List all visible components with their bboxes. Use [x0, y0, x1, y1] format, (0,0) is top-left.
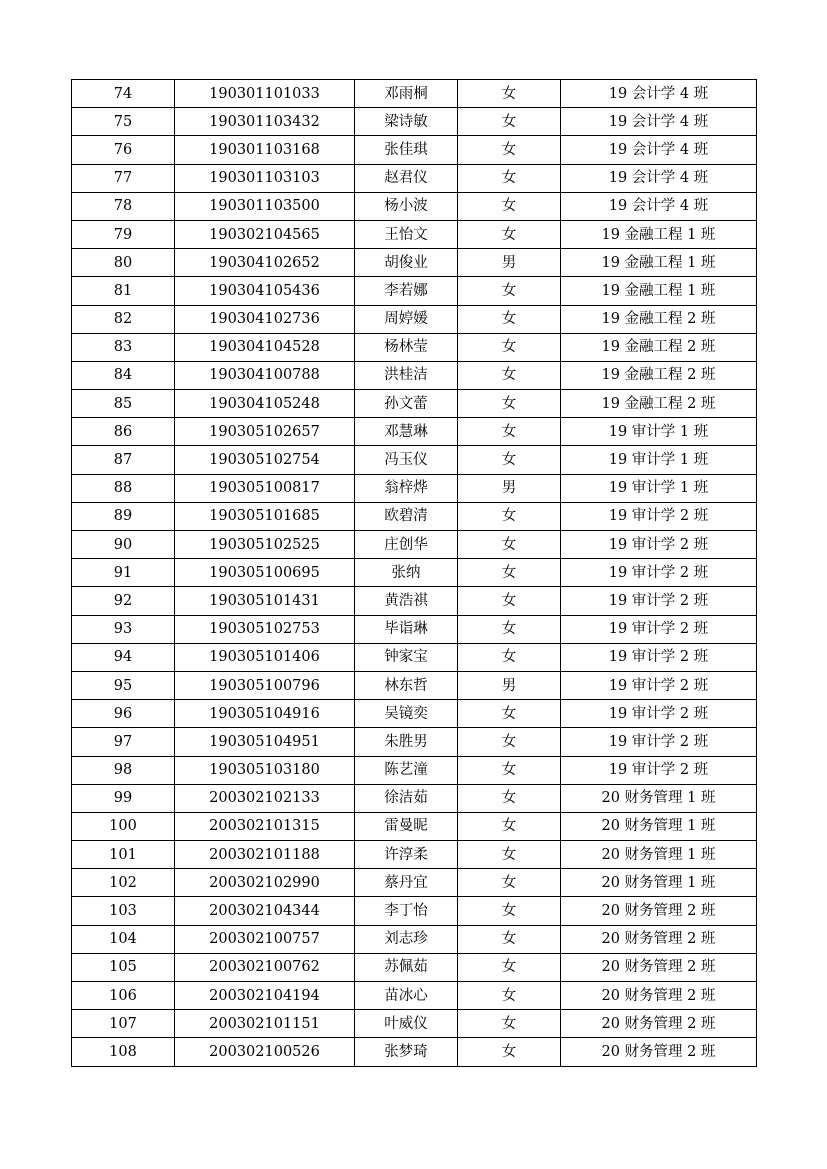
- student-id-cell: 190302104565: [175, 220, 355, 248]
- gender-cell: 男: [458, 671, 561, 699]
- gender-cell: 女: [458, 700, 561, 728]
- gender-cell: 女: [458, 587, 561, 615]
- student-name-cell: 庄创华: [355, 531, 458, 559]
- student-id-cell: 190305101406: [175, 643, 355, 671]
- class-name-cell: 19 金融工程 2 班: [561, 333, 757, 361]
- table-row: [72, 192, 757, 220]
- student-id-cell: 200302102990: [175, 869, 355, 897]
- student-name-cell: 陈艺潼: [355, 756, 458, 784]
- class-name-cell: 20 财务管理 1 班: [561, 812, 757, 840]
- table-row: [72, 1038, 757, 1066]
- student-roster-table: [71, 79, 757, 1067]
- student-name-cell: 蔡丹宜: [355, 869, 458, 897]
- class-name-cell: 20 财务管理 1 班: [561, 841, 757, 869]
- student-id-cell: 190305102525: [175, 531, 355, 559]
- student-id-cell: 190304102736: [175, 305, 355, 333]
- class-name-cell: 19 金融工程 1 班: [561, 277, 757, 305]
- class-name-cell: 19 金融工程 2 班: [561, 305, 757, 333]
- student-name-cell: 孙文蕾: [355, 390, 458, 418]
- class-name-cell: 19 会计学 4 班: [561, 136, 757, 164]
- row-number-cell: 108: [72, 1038, 175, 1066]
- student-name-cell: 邓慧琳: [355, 418, 458, 446]
- row-number-cell: 96: [72, 700, 175, 728]
- row-number-cell: 82: [72, 305, 175, 333]
- gender-cell: 女: [458, 841, 561, 869]
- gender-cell: 男: [458, 249, 561, 277]
- student-name-cell: 梁诗敏: [355, 108, 458, 136]
- table-row: [72, 249, 757, 277]
- student-name-cell: 洪桂洁: [355, 361, 458, 389]
- class-name-cell: 19 会计学 4 班: [561, 80, 757, 108]
- class-name-cell: 19 审计学 2 班: [561, 728, 757, 756]
- gender-cell: 女: [458, 897, 561, 925]
- student-name-cell: 杨林莹: [355, 333, 458, 361]
- student-name-cell: 赵君仪: [355, 164, 458, 192]
- gender-cell: 女: [458, 333, 561, 361]
- row-number-cell: 104: [72, 925, 175, 953]
- table-row: [72, 390, 757, 418]
- class-name-cell: 20 财务管理 2 班: [561, 1010, 757, 1038]
- class-name-cell: 19 审计学 1 班: [561, 474, 757, 502]
- table-row: [72, 361, 757, 389]
- table-row: [72, 953, 757, 981]
- gender-cell: 女: [458, 136, 561, 164]
- table-row: [72, 925, 757, 953]
- student-name-cell: 刘志珍: [355, 925, 458, 953]
- student-id-cell: 200302100762: [175, 953, 355, 981]
- table-row: [72, 841, 757, 869]
- gender-cell: 女: [458, 305, 561, 333]
- row-number-cell: 86: [72, 418, 175, 446]
- gender-cell: 男: [458, 474, 561, 502]
- table-row: [72, 305, 757, 333]
- row-number-cell: 103: [72, 897, 175, 925]
- class-name-cell: 19 审计学 2 班: [561, 615, 757, 643]
- student-id-cell: 200302100757: [175, 925, 355, 953]
- row-number-cell: 94: [72, 643, 175, 671]
- gender-cell: 女: [458, 108, 561, 136]
- student-name-cell: 王怡文: [355, 220, 458, 248]
- gender-cell: 女: [458, 502, 561, 530]
- class-name-cell: 19 审计学 2 班: [561, 559, 757, 587]
- gender-cell: 女: [458, 164, 561, 192]
- table-row: [72, 80, 757, 108]
- roster-body: [72, 80, 757, 1067]
- student-name-cell: 许淳柔: [355, 841, 458, 869]
- table-row: [72, 446, 757, 474]
- student-name-cell: 苏佩茹: [355, 953, 458, 981]
- class-name-cell: 19 金融工程 1 班: [561, 249, 757, 277]
- table-row: [72, 784, 757, 812]
- class-name-cell: 19 金融工程 2 班: [561, 390, 757, 418]
- student-id-cell: 200302101188: [175, 841, 355, 869]
- student-id-cell: 200302101315: [175, 812, 355, 840]
- table-row: [72, 164, 757, 192]
- student-id-cell: 190304105248: [175, 390, 355, 418]
- class-name-cell: 20 财务管理 2 班: [561, 897, 757, 925]
- gender-cell: 女: [458, 80, 561, 108]
- class-name-cell: 19 审计学 2 班: [561, 756, 757, 784]
- gender-cell: 女: [458, 756, 561, 784]
- row-number-cell: 84: [72, 361, 175, 389]
- row-number-cell: 76: [72, 136, 175, 164]
- table-row: [72, 671, 757, 699]
- row-number-cell: 80: [72, 249, 175, 277]
- row-number-cell: 75: [72, 108, 175, 136]
- student-id-cell: 190305100817: [175, 474, 355, 502]
- row-number-cell: 107: [72, 1010, 175, 1038]
- class-name-cell: 20 财务管理 2 班: [561, 925, 757, 953]
- student-name-cell: 林东哲: [355, 671, 458, 699]
- student-name-cell: 李丁怡: [355, 897, 458, 925]
- class-name-cell: 19 会计学 4 班: [561, 192, 757, 220]
- student-name-cell: 周婷媛: [355, 305, 458, 333]
- row-number-cell: 100: [72, 812, 175, 840]
- row-number-cell: 78: [72, 192, 175, 220]
- class-name-cell: 19 审计学 2 班: [561, 502, 757, 530]
- row-number-cell: 88: [72, 474, 175, 502]
- student-id-cell: 190305102657: [175, 418, 355, 446]
- table-row: [72, 418, 757, 446]
- gender-cell: 女: [458, 643, 561, 671]
- class-name-cell: 19 审计学 2 班: [561, 531, 757, 559]
- row-number-cell: 79: [72, 220, 175, 248]
- student-id-cell: 190304100788: [175, 361, 355, 389]
- student-id-cell: 190304104528: [175, 333, 355, 361]
- student-name-cell: 钟家宝: [355, 643, 458, 671]
- student-id-cell: 190305102754: [175, 446, 355, 474]
- student-id-cell: 190305101685: [175, 502, 355, 530]
- gender-cell: 女: [458, 446, 561, 474]
- row-number-cell: 97: [72, 728, 175, 756]
- student-name-cell: 李若娜: [355, 277, 458, 305]
- row-number-cell: 93: [72, 615, 175, 643]
- table-row: [72, 728, 757, 756]
- table-row: [72, 756, 757, 784]
- student-name-cell: 苗冰心: [355, 982, 458, 1010]
- student-id-cell: 200302101151: [175, 1010, 355, 1038]
- student-id-cell: 200302104194: [175, 982, 355, 1010]
- student-id-cell: 190301103500: [175, 192, 355, 220]
- row-number-cell: 99: [72, 784, 175, 812]
- table-row: [72, 812, 757, 840]
- table-row: [72, 277, 757, 305]
- student-name-cell: 吴镜奕: [355, 700, 458, 728]
- table-row: [72, 869, 757, 897]
- student-id-cell: 190301103168: [175, 136, 355, 164]
- student-name-cell: 冯玉仪: [355, 446, 458, 474]
- row-number-cell: 98: [72, 756, 175, 784]
- gender-cell: 女: [458, 728, 561, 756]
- class-name-cell: 19 会计学 4 班: [561, 108, 757, 136]
- class-name-cell: 20 财务管理 1 班: [561, 784, 757, 812]
- table-row: [72, 897, 757, 925]
- row-number-cell: 95: [72, 671, 175, 699]
- student-id-cell: 190304105436: [175, 277, 355, 305]
- student-name-cell: 雷曼昵: [355, 812, 458, 840]
- gender-cell: 女: [458, 220, 561, 248]
- class-name-cell: 19 审计学 2 班: [561, 671, 757, 699]
- table-row: [72, 559, 757, 587]
- row-number-cell: 81: [72, 277, 175, 305]
- student-name-cell: 毕诣琳: [355, 615, 458, 643]
- class-name-cell: 19 金融工程 2 班: [561, 361, 757, 389]
- student-id-cell: 190305101431: [175, 587, 355, 615]
- row-number-cell: 91: [72, 559, 175, 587]
- student-id-cell: 190301103432: [175, 108, 355, 136]
- gender-cell: 女: [458, 784, 561, 812]
- gender-cell: 女: [458, 1010, 561, 1038]
- row-number-cell: 85: [72, 390, 175, 418]
- student-id-cell: 190305104951: [175, 728, 355, 756]
- table-row: [72, 1010, 757, 1038]
- row-number-cell: 74: [72, 80, 175, 108]
- table-row: [72, 615, 757, 643]
- gender-cell: 女: [458, 559, 561, 587]
- gender-cell: 女: [458, 925, 561, 953]
- gender-cell: 女: [458, 418, 561, 446]
- student-id-cell: 190305100796: [175, 671, 355, 699]
- row-number-cell: 102: [72, 869, 175, 897]
- gender-cell: 女: [458, 1038, 561, 1066]
- gender-cell: 女: [458, 982, 561, 1010]
- student-id-cell: 200302102133: [175, 784, 355, 812]
- table-row: [72, 587, 757, 615]
- gender-cell: 女: [458, 869, 561, 897]
- class-name-cell: 20 财务管理 2 班: [561, 982, 757, 1010]
- class-name-cell: 19 金融工程 1 班: [561, 220, 757, 248]
- class-name-cell: 19 审计学 2 班: [561, 587, 757, 615]
- gender-cell: 女: [458, 277, 561, 305]
- table-row: [72, 700, 757, 728]
- row-number-cell: 83: [72, 333, 175, 361]
- student-id-cell: 190301101033: [175, 80, 355, 108]
- gender-cell: 女: [458, 361, 561, 389]
- student-name-cell: 张梦琦: [355, 1038, 458, 1066]
- student-name-cell: 张佳琪: [355, 136, 458, 164]
- document-page: [71, 79, 756, 1067]
- gender-cell: 女: [458, 615, 561, 643]
- student-name-cell: 翁梓烨: [355, 474, 458, 502]
- student-id-cell: 190305103180: [175, 756, 355, 784]
- student-name-cell: 邓雨桐: [355, 80, 458, 108]
- row-number-cell: 77: [72, 164, 175, 192]
- student-id-cell: 190305102753: [175, 615, 355, 643]
- gender-cell: 女: [458, 812, 561, 840]
- table-row: [72, 220, 757, 248]
- table-row: [72, 474, 757, 502]
- table-row: [72, 502, 757, 530]
- student-name-cell: 胡俊业: [355, 249, 458, 277]
- gender-cell: 女: [458, 390, 561, 418]
- row-number-cell: 106: [72, 982, 175, 1010]
- row-number-cell: 89: [72, 502, 175, 530]
- student-name-cell: 张纳: [355, 559, 458, 587]
- student-name-cell: 朱胜男: [355, 728, 458, 756]
- class-name-cell: 19 会计学 4 班: [561, 164, 757, 192]
- table-row: [72, 136, 757, 164]
- student-id-cell: 190304102652: [175, 249, 355, 277]
- student-id-cell: 200302100526: [175, 1038, 355, 1066]
- table-row: [72, 333, 757, 361]
- student-name-cell: 杨小波: [355, 192, 458, 220]
- student-id-cell: 190305100695: [175, 559, 355, 587]
- table-row: [72, 531, 757, 559]
- gender-cell: 女: [458, 192, 561, 220]
- gender-cell: 女: [458, 953, 561, 981]
- student-id-cell: 190301103103: [175, 164, 355, 192]
- class-name-cell: 19 审计学 1 班: [561, 446, 757, 474]
- class-name-cell: 19 审计学 2 班: [561, 643, 757, 671]
- student-id-cell: 190305104916: [175, 700, 355, 728]
- class-name-cell: 19 审计学 2 班: [561, 700, 757, 728]
- class-name-cell: 20 财务管理 2 班: [561, 953, 757, 981]
- row-number-cell: 101: [72, 841, 175, 869]
- student-name-cell: 叶威仪: [355, 1010, 458, 1038]
- class-name-cell: 19 审计学 1 班: [561, 418, 757, 446]
- table-row: [72, 643, 757, 671]
- class-name-cell: 20 财务管理 2 班: [561, 1038, 757, 1066]
- gender-cell: 女: [458, 531, 561, 559]
- table-row: [72, 982, 757, 1010]
- row-number-cell: 90: [72, 531, 175, 559]
- row-number-cell: 92: [72, 587, 175, 615]
- student-id-cell: 200302104344: [175, 897, 355, 925]
- row-number-cell: 87: [72, 446, 175, 474]
- table-row: [72, 108, 757, 136]
- student-name-cell: 徐洁茹: [355, 784, 458, 812]
- student-name-cell: 黄浩祺: [355, 587, 458, 615]
- class-name-cell: 20 财务管理 1 班: [561, 869, 757, 897]
- student-name-cell: 欧碧清: [355, 502, 458, 530]
- row-number-cell: 105: [72, 953, 175, 981]
